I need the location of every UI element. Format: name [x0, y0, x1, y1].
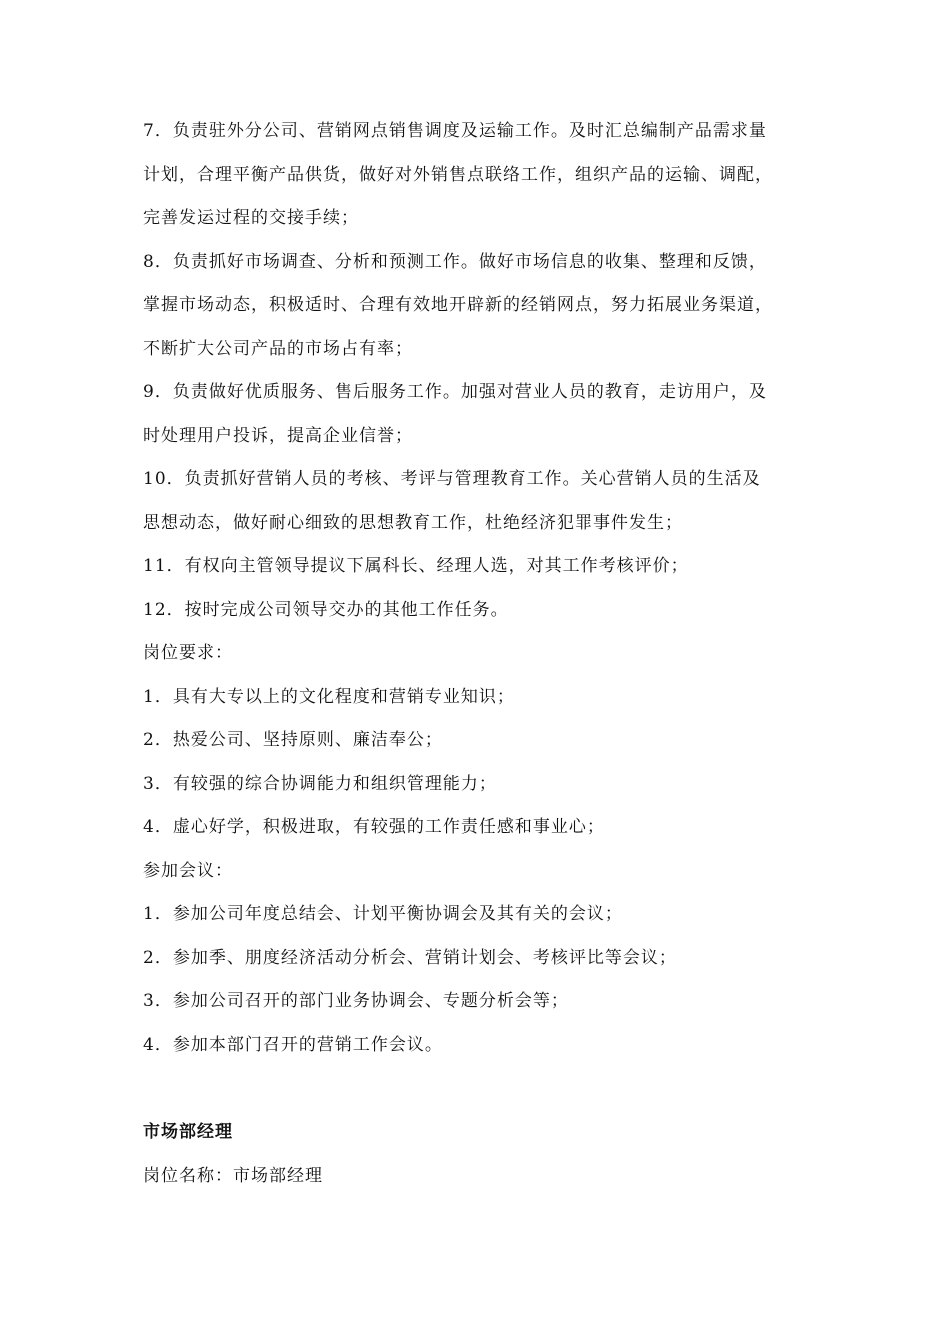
text-line: 思想动态，做好耐心细致的思想教育工作，杜绝经济犯罪事件发生；	[143, 512, 683, 533]
text-line: 不断扩大公司产品的市场占有率；	[143, 338, 413, 359]
text-line: 掌握市场动态，积极适时、合理有效地开辟新的经销网点，努力拓展业务渠道，	[143, 295, 773, 315]
position-name: 岗位名称：市场部经理	[143, 1165, 323, 1186]
text-line: 完善发运过程的交接手续；	[143, 208, 359, 228]
requirement-item: 4．虚心好学，积极进取，有较强的工作责任感和事业心；	[143, 817, 605, 837]
meeting-item: 1．参加公司年度总结会、计划平衡协调会及其有关的会议；	[143, 904, 623, 924]
requirements-label: 岗位要求：	[143, 643, 233, 663]
requirement-item: 2．热爱公司、坚持原则、廉洁奉公；	[143, 730, 443, 750]
text-line: 8．负责抓好市场调查、分析和预测工作。做好市场信息的收集、整理和反馈，	[143, 251, 767, 272]
responsibility-item-9	[143, 371, 810, 458]
responsibility-item-7	[143, 110, 810, 241]
section-spacer	[143, 1067, 810, 1111]
section-heading: 市场部经理	[143, 1122, 233, 1142]
responsibility-item-8	[143, 241, 810, 372]
requirement-item: 1．具有大专以上的文化程度和营销专业知识；	[143, 686, 515, 707]
text-line: 7．负责驻外分公司、营销网点销售调度及运输工作。及时汇总编制产品需求量	[143, 121, 767, 141]
meeting-item: 4．参加本部门召开的营销工作会议。	[143, 1034, 443, 1055]
text-line: 10．负责抓好营销人员的考核、考评与管理教育工作。关心营销人员的生活及	[143, 469, 761, 489]
meetings-label: 参加会议：	[143, 860, 233, 881]
text-line: 9．负责做好优质服务、售后服务工作。加强对营业人员的教育，走访用户，及	[143, 382, 767, 402]
text-line: 计划，合理平衡产品供货，做好对外销售点联络工作，组织产品的运输、调配，	[143, 164, 773, 185]
text-line: 时处理用户投诉，提高企业信誉；	[143, 425, 413, 446]
text-line: 11．有权向主管领导提议下属科长、经理人选，对其工作考核评价；	[143, 556, 689, 576]
responsibility-item-12	[143, 589, 810, 633]
responsibility-item-10	[143, 458, 810, 545]
text-line: 12．按时完成公司领导交办的其他工作任务。	[143, 599, 509, 620]
meeting-item: 2．参加季、朋度经济活动分析会、营销计划会、考核评比等会议；	[143, 947, 677, 968]
requirement-item: 3．有较强的综合协调能力和组织管理能力；	[143, 773, 497, 794]
meeting-item: 3．参加公司召开的部门业务协调会、专题分析会等；	[143, 991, 569, 1011]
responsibility-item-11	[143, 545, 810, 589]
